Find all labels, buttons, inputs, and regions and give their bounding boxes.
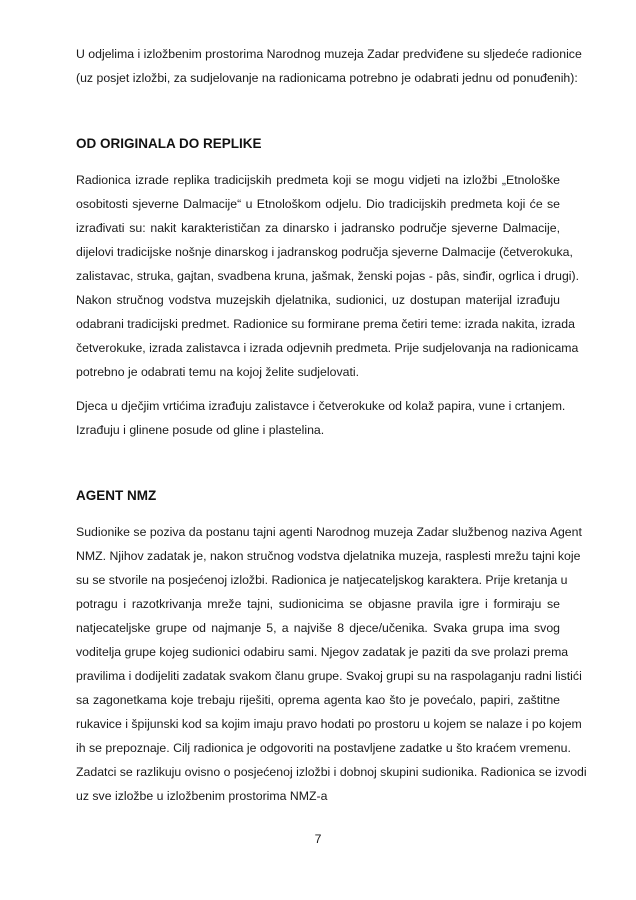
paragraph-line: voditelja grupe kojeg sudionici odabiru sami. Njegov zadatak je paziti da sve prolazi prema — [76, 645, 569, 659]
paragraph-line: Nakon stručnog vodstva muzejskih djelatnika, sudionici, uz dostupan materijal izrađuju — [76, 293, 560, 307]
paragraph-line: Radionica izrade replika tradicijskih predmeta koji se mogu vidjeti na izložbi „Etnološke — [76, 173, 560, 187]
paragraph-line: Djeca u dječjim vrtićima izrađuju zalistavce i četverokuke od kolaž papira, vune i crtanjem. — [76, 399, 566, 413]
paragraph-line: rukavice i špijunski kod sa kojim imaju pravo hodati po prostoru u kojem se nalaze i po kojem — [76, 717, 582, 731]
paragraph-line: zalistavac, struka, gajtan, svadbena kruna, jašmak, ženski pojas - pâs, sinđir, ogrlica i drugi). — [76, 269, 580, 283]
paragraph-line: Izrađuju i glinene posude od gline i plastelina. — [76, 423, 325, 437]
paragraph-line: odabrani tradicijski predmet. Radionice su formirane prema četiri teme: izrada nakita, izrada — [76, 317, 575, 331]
paragraph-line: ih se prepoznaje. Cilj radionica je odgovoriti na postavljene zadatke u što kraćem vremenu. — [76, 741, 571, 755]
intro-line: (uz posjet izložbi, za sudjelovanje na radionicama potrebno je odabrati jednu od ponuđenih): — [76, 71, 578, 85]
paragraph-line: natjecateljske grupe od najmanje 5, a najviše 8 djece/učenika. Svaka grupa ima svog — [76, 621, 560, 635]
paragraph-line: pravilima i dodijeliti zadatak svakom članu grupe. Svakoj grupi su na raspolaganju radni listići — [76, 669, 582, 683]
paragraph-line: osobitosti sjeverne Dalmacije“ u Etnološkom odjelu. Dio tradicijskih predmeta koji će se — [76, 197, 560, 211]
paragraph-line: četverokuke, izrada zalistavca i izrada odjevnih predmeta. Prije sudjelovanja na radionicama — [76, 341, 579, 355]
paragraph-line: izrađivati su: nakit karakterističan za dinarsko i jadransko područje sjeverne Dalmacije, — [76, 221, 560, 235]
paragraph-line: NMZ. Njihov zadatak je, nakon stručnog vodstva djelatnika muzeja, rasplesti mrežu tajni koje — [76, 549, 581, 563]
section-heading-agent: AGENT NMZ — [76, 488, 157, 503]
paragraph-line: uz sve izložbe u izložbenim prostorima NMZ-a — [76, 789, 328, 803]
paragraph-line: Zadatci se razlikuju ovisno o posjećenoj izložbi i dobnoj skupini sudionika. Radionica se izvodi — [76, 765, 587, 779]
paragraph-line: su se stvorile na posjećenoj izložbi. Radionica je natjecateljskog karaktera. Prije kretanja u — [76, 573, 568, 587]
page-number: 7 — [314, 832, 322, 846]
paragraph-line: potrebno je odabrati temu na kojoj želite sudjelovati. — [76, 365, 360, 379]
intro-line: U odjelima i izložbenim prostorima Narodnog muzeja Zadar predviđene su sljedeće radionice — [76, 47, 582, 61]
paragraph-line: sa zagonetkama koje trebaju riješiti, oprema agenta kao što je povećalo, papiri, zaštitne — [76, 693, 560, 707]
section-heading-replike: OD ORIGINALA DO REPLIKE — [76, 136, 262, 151]
paragraph-line: dijelovi tradicijske nošnje dinarskog i jadranskog područja sjeverne Dalmacije (četverokuka, — [76, 245, 573, 259]
paragraph-line: Sudionike se poziva da postanu tajni agenti Narodnog muzeja Zadar službenog naziva Agent — [76, 525, 582, 539]
paragraph-line: potragu i razotkrivanja mreže tajni, sudionicima se objasne pravila igre i formiraju se — [76, 597, 560, 611]
